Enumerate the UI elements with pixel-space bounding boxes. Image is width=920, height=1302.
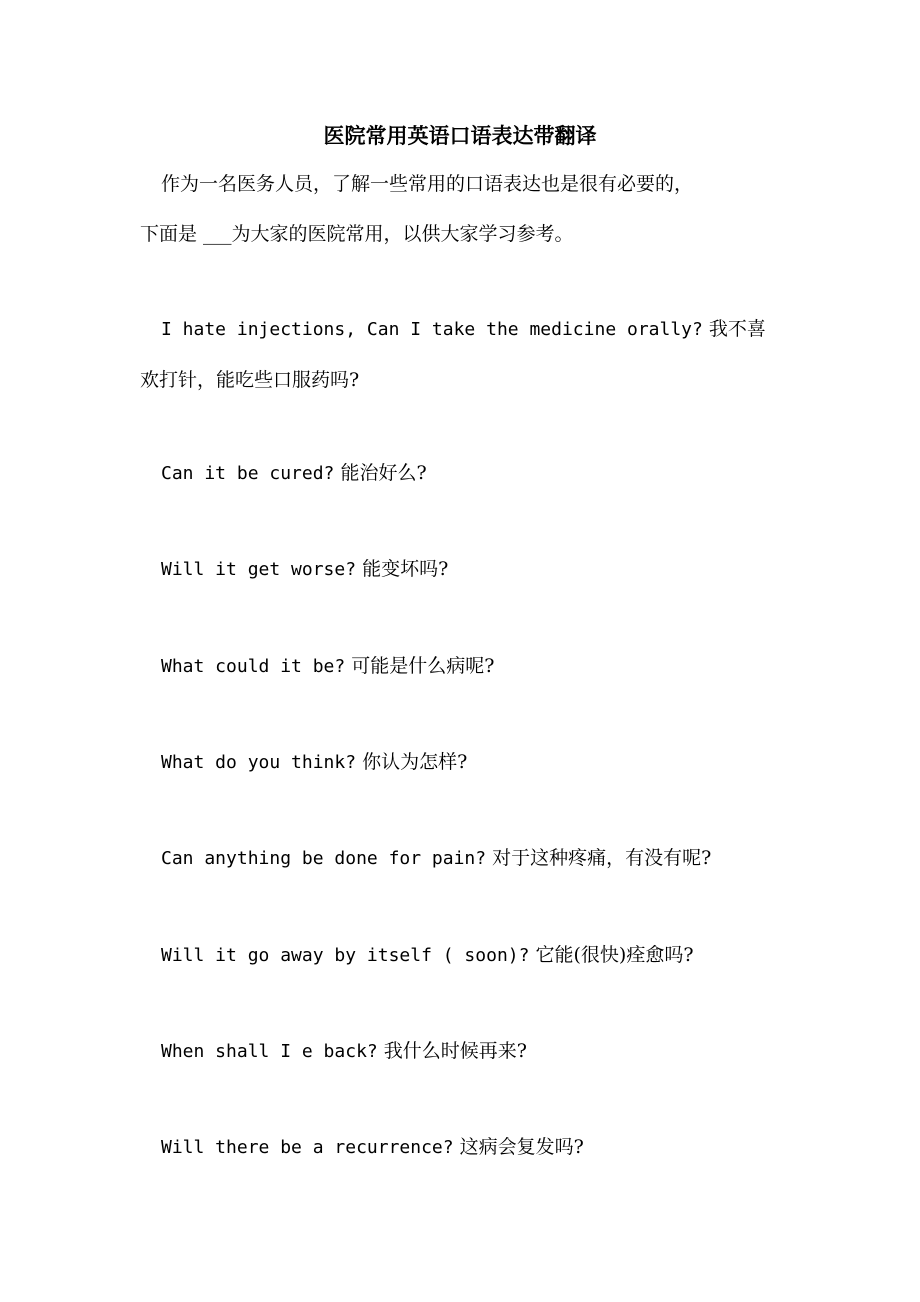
phrase-item-1 — [140, 304, 800, 405]
phrase-chinese: 对于这种疼痛，有没有呢? — [492, 847, 712, 869]
document-title: 医院常用英语口语表达带翻译 — [323, 123, 597, 148]
phrase-english: What do you think? — [161, 752, 357, 773]
phrase-item-7 — [140, 930, 821, 981]
phrase-chinese: 这病会复发吗? — [459, 1136, 584, 1158]
phrase-item-3 — [140, 544, 821, 595]
phrase-chinese: 它能(很快)痊愈吗? — [535, 944, 694, 966]
phrase-chinese-continued: 欢打针，能吃些口服药吗? — [140, 369, 360, 391]
phrase-chinese: 我不喜 — [708, 318, 766, 340]
intro-paragraph — [140, 159, 800, 259]
phrase-english: What could it be? — [161, 656, 346, 677]
phrase-chinese: 能治好么? — [340, 462, 427, 484]
phrase-item-8 — [140, 1026, 821, 1077]
intro-line-2: 下面是 ___为大家的医院常用，以供大家学习参考。 — [140, 223, 574, 245]
phrase-english: Will there be a recurrence? — [161, 1137, 454, 1158]
phrase-english: Will it go away by itself ( soon)? — [161, 945, 530, 966]
phrase-chinese: 你认为怎样? — [362, 751, 468, 773]
phrase-english: When shall I e back? — [161, 1041, 378, 1062]
phrase-item-9 — [140, 1122, 821, 1173]
phrase-chinese: 能变坏吗? — [362, 558, 449, 580]
phrase-chinese: 我什么时候再来? — [383, 1040, 527, 1062]
intro-line-1: 作为一名医务人员，了解一些常用的口语表达也是很有必要的， — [161, 173, 694, 195]
phrase-english: I hate injections, Can I take the medicine orally? — [161, 319, 703, 340]
phrase-english: Will it get worse? — [161, 559, 357, 580]
phrase-english: Can it be cured? — [161, 463, 335, 484]
phrase-chinese: 可能是什么病呢? — [351, 655, 495, 677]
phrase-item-2 — [140, 448, 821, 499]
phrase-item-6 — [140, 833, 821, 884]
phrase-item-4 — [140, 641, 821, 692]
phrase-item-5 — [140, 737, 821, 788]
phrase-english: Can anything be done for pain? — [161, 848, 487, 869]
